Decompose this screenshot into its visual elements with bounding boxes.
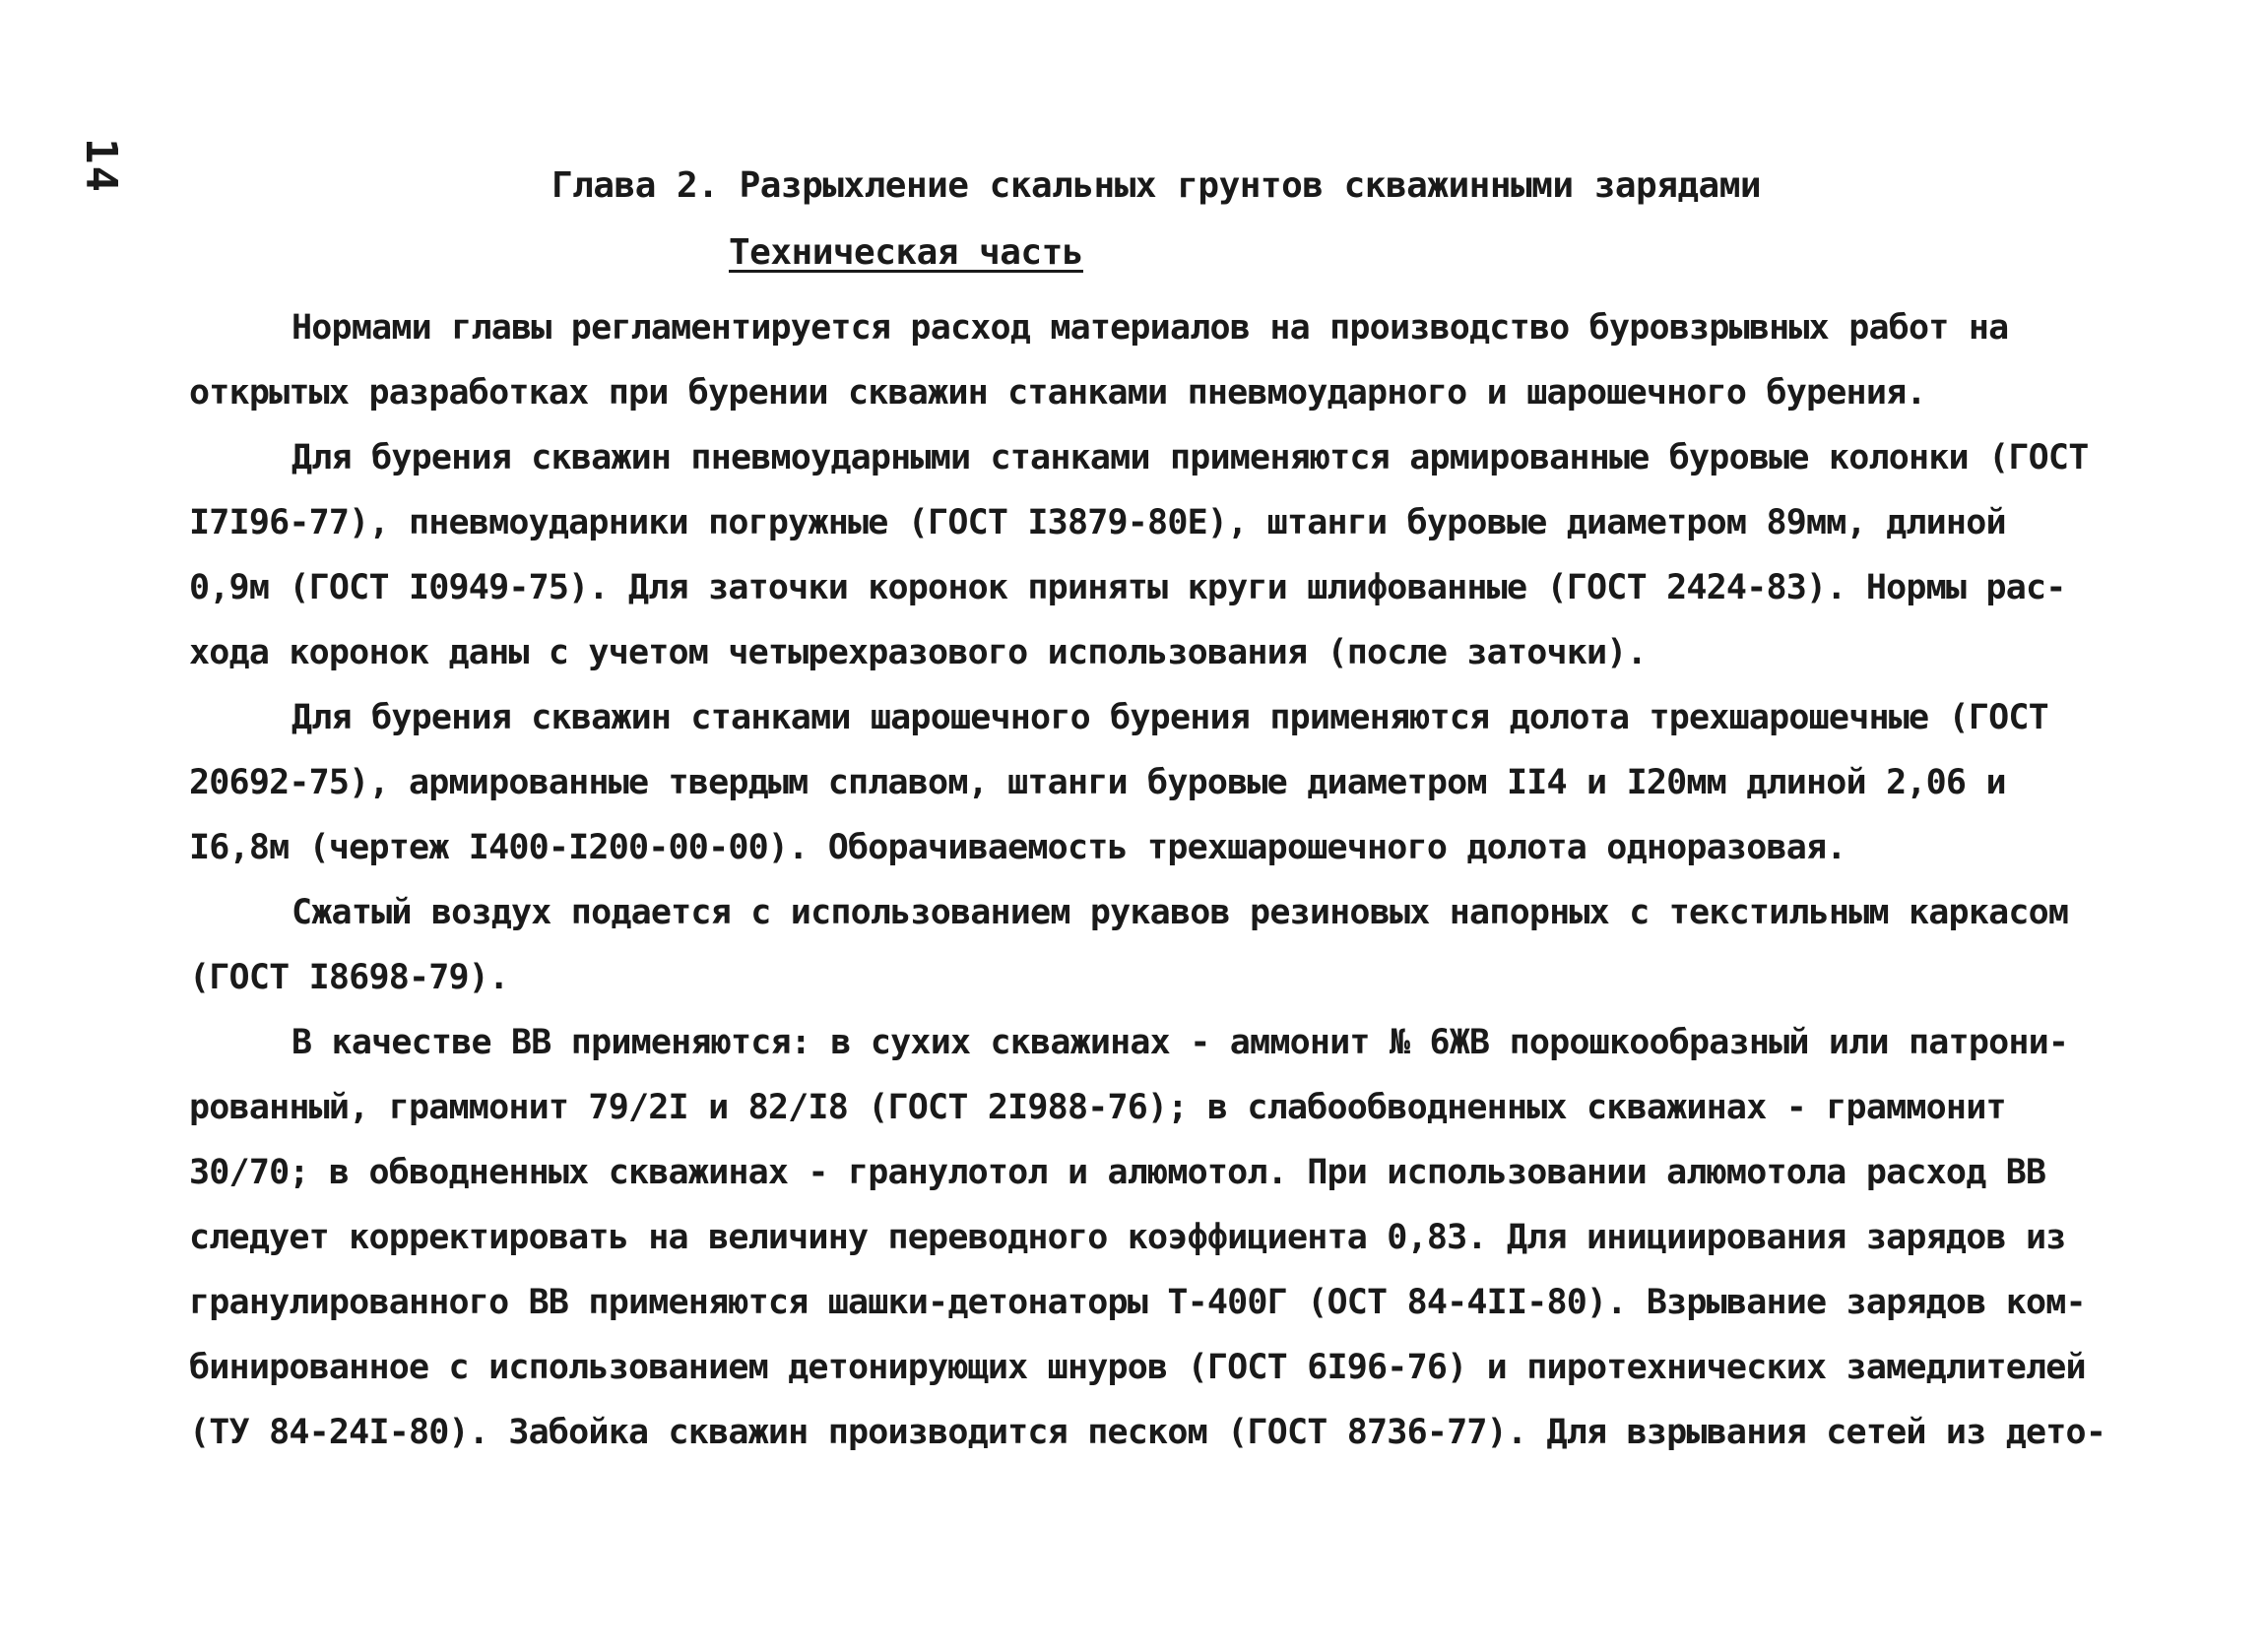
text-line: 30/70; в обводненных скважинах - гранулотол и алюмотол. При использовании алюмотола расход ВВ — [189, 1153, 2046, 1192]
text-line: бинированное с использованием детонирующих шнуров (ГОСТ 6I96-76) и пиротехнических замедлителей — [189, 1348, 2086, 1387]
text-line: Сжатый воздух подается с использованием рукавов резиновых напорных с текстильным каркасом — [291, 893, 2069, 932]
text-line: хода коронок даны с учетом четырехразового использования (после заточки). — [189, 633, 1647, 672]
text-line: I6,8м (чертеж I400-I200-00-00). Оборачиваемость трехшарошечного долота одноразовая. — [189, 828, 1846, 867]
text-line: открытых разработках при бурении скважин станками пневмоударного и шарошечного бурения. — [189, 373, 1926, 413]
text-line: В качестве ВВ применяются: в сухих скважинах - аммонит № 6ЖВ порошкообразный или патрони- — [291, 1023, 2069, 1062]
text-line: 20692-75), армированные твердым сплавом, штанги буровые диаметром II4 и I20мм длиной 2,06 и — [189, 763, 2006, 802]
body-text — [189, 295, 2119, 1465]
text-line: (ГОСТ I8698-79). — [189, 958, 509, 997]
paragraph-pneumatic-drilling — [189, 425, 2119, 685]
text-line: (ТУ 84-24I-80). Забойка скважин производится песком (ГОСТ 8736-77). Для взрывания сетей из дето- — [189, 1413, 2106, 1452]
text-line: Для бурения скважин пневмоударными станками применяются армированные буровые колонки (ГОСТ — [291, 438, 2089, 477]
paragraph-norms — [189, 295, 2119, 425]
text-line: Для бурения скважин станками шарошечного бурения применяются долота трехшарошечные (ГОСТ — [291, 698, 2048, 737]
text-line: следует корректировать на величину переводного коэффициента 0,83. Для инициирования зарядов из — [189, 1218, 2066, 1257]
text-line: I7I96-77), пневмоударники погружные (ГОСТ I3879-80Е), штанги буровые диаметром 89мм, длиной — [189, 503, 2006, 542]
paragraph-roller-drilling — [189, 685, 2119, 880]
text-line: рованный, граммонит 79/2I и 82/I8 (ГОСТ 2I988-76); в слабообводненных скважинах - граммонит — [189, 1088, 2006, 1127]
text-line: гранулированного ВВ применяются шашки-детонаторы Т-400Г (ОСТ 84-4II-80). Взрывание зарядов ком- — [189, 1283, 2086, 1322]
page-number: 14 — [76, 138, 126, 194]
text-line: Нормами главы регламентируется расход материалов на производство буровзрывных работ на — [291, 308, 2009, 348]
text-line: 0,9м (ГОСТ I0949-75). Для заточки коронок приняты круги шлифованные (ГОСТ 2424-83). Нормы рас- — [189, 568, 2066, 607]
chapter-title: Глава 2. Разрыхление скальных грунтов скважинными зарядами — [551, 165, 1762, 206]
section-title: Техническая часть — [729, 232, 1083, 273]
paragraph-compressed-air — [189, 880, 2119, 1010]
paragraph-explosives — [189, 1010, 2119, 1465]
